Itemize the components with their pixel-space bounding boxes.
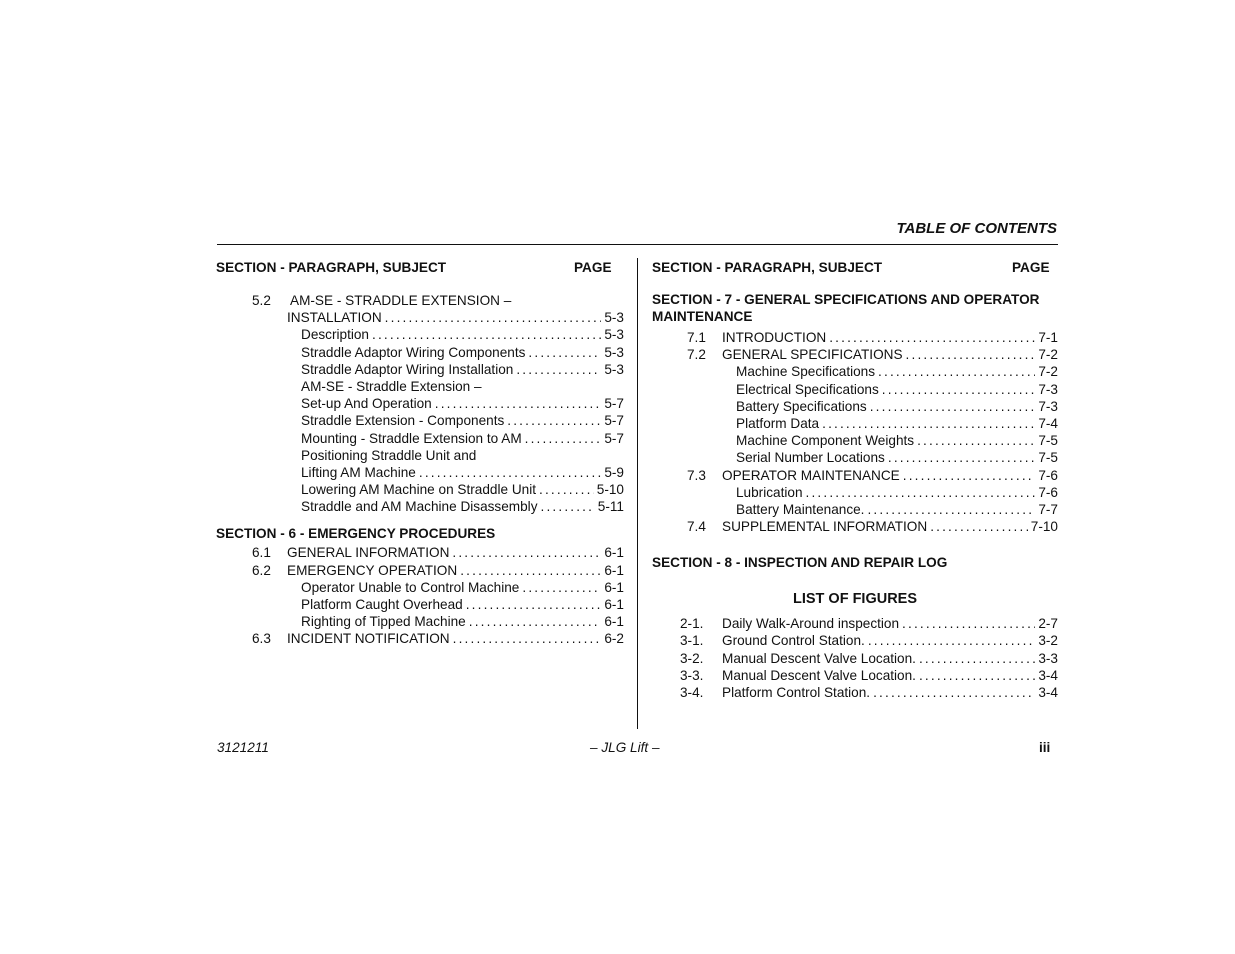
toc-entry[interactable] [216, 447, 624, 464]
entry-title: Mounting - Straddle Extension to AM [301, 430, 522, 446]
dot-leader [528, 344, 601, 361]
toc-entry[interactable] [652, 667, 1058, 684]
dot-leader [873, 684, 1035, 701]
entry-title: Battery Maintenance. [736, 501, 865, 517]
dot-leader [469, 613, 602, 630]
toc-entry[interactable] [216, 630, 624, 647]
entry-title: Battery Specifications [736, 398, 867, 414]
entry-page: 3-4 [1038, 685, 1058, 700]
dot-leader [372, 326, 601, 343]
entry-title: Positioning Straddle Unit and [301, 447, 477, 463]
entry-title: Ground Control Station. [722, 633, 865, 649]
entry-title: Lubrication [736, 484, 803, 500]
column-subject-heading: SECTION - PARAGRAPH, SUBJECT [652, 260, 883, 275]
entry-page: 7-5 [1038, 433, 1058, 449]
entry-number: 3-1. [680, 633, 704, 649]
toc-entry[interactable] [216, 464, 624, 481]
dot-leader [882, 381, 1036, 398]
entry-page: 5-10 [596, 482, 624, 498]
entry-page: 6-1 [604, 562, 624, 578]
top-rule [217, 244, 1058, 245]
entry-page: 5-11 [597, 499, 624, 515]
figures-entries [652, 615, 1058, 701]
entry-page: 7-1 [1038, 330, 1058, 345]
dot-leader [919, 667, 1035, 684]
entry-number: 6.2 [252, 562, 271, 578]
section-6-entries [216, 544, 624, 647]
dot-leader [870, 398, 1036, 415]
entry-title: AM-SE - STRADDLE EXTENSION – [290, 293, 512, 308]
dot-leader [525, 430, 602, 447]
entry-title: INTRODUCTION [722, 330, 827, 345]
dot-leader [522, 579, 601, 596]
entry-number: 2-1. [680, 616, 704, 632]
entry-number: 5.2 [252, 293, 271, 308]
entry-page: 5-3 [604, 344, 624, 360]
entry-title: Straddle Adaptor Wiring Installation [301, 361, 514, 377]
entry-title: Operator Unable to Control Machine [301, 579, 520, 595]
entry-page: 6-2 [604, 631, 624, 647]
dot-leader [917, 432, 1035, 449]
right-column [652, 258, 1058, 701]
entry-number: 6.1 [252, 545, 271, 561]
toc-entry[interactable] [652, 415, 1058, 432]
column-page-heading: PAGE [1012, 260, 1050, 275]
toc-entry[interactable] [652, 432, 1058, 449]
section-7-heading: SECTION - 7 - GENERAL SPECIFICATIONS AND OPERATOR MAINTENANCE [652, 292, 1040, 324]
left-column-header [216, 258, 624, 278]
dot-leader [829, 329, 1035, 346]
entry-title: Machine Specifications [736, 364, 876, 380]
dot-leader [435, 395, 602, 412]
dot-leader [507, 412, 601, 429]
page-number: iii [1039, 740, 1051, 755]
toc-entry[interactable] [216, 562, 624, 579]
entry-title: GENERAL INFORMATION [287, 545, 450, 561]
entry-page: 7-3 [1038, 381, 1058, 397]
toc-entry[interactable] [216, 344, 624, 361]
document-number: 3121211 [217, 740, 269, 755]
entry-title: INCIDENT NOTIFICATION [287, 631, 450, 647]
entry-page: 5-7 [604, 396, 624, 412]
footer-publisher: – JLG Lift – [590, 740, 660, 755]
entry-page: 7-3 [1038, 398, 1058, 414]
entry-page: 7-10 [1030, 519, 1058, 535]
toc-entry[interactable] [652, 363, 1058, 380]
entry-title: Electrical Specifications [736, 381, 879, 397]
entry-page: 7-5 [1038, 450, 1058, 466]
entry-title: GENERAL SPECIFICATIONS [722, 347, 903, 363]
entry-title: AM-SE - Straddle Extension – [301, 378, 482, 394]
entry-title: Straddle and AM Machine Disassembly [301, 499, 538, 515]
entry-page: 3-3 [1038, 650, 1058, 666]
toc-entry[interactable] [216, 579, 624, 596]
toc-entry[interactable] [216, 326, 624, 343]
column-page-heading: PAGE [574, 260, 612, 275]
entry-page: 5-7 [604, 413, 624, 429]
entry-page: 7-6 [1038, 484, 1058, 500]
entry-page: 6-1 [604, 614, 624, 630]
entry-page: 7-6 [1038, 467, 1058, 483]
toc-entry[interactable] [652, 615, 1058, 632]
entry-title: Machine Component Weights [736, 433, 915, 449]
entry-title: Lifting AM Machine [301, 464, 416, 480]
dot-leader [539, 481, 594, 498]
entry-title: Lowering AM Machine on Straddle Unit [301, 482, 536, 498]
toc-entry[interactable] [652, 650, 1058, 667]
entry-number: 7.4 [687, 519, 706, 535]
entry-page: 5-7 [604, 430, 624, 446]
toc-entry[interactable] [216, 498, 624, 515]
entry-page: 3-2 [1038, 633, 1058, 649]
toc-entry[interactable] [652, 484, 1058, 501]
toc-entry[interactable] [216, 309, 624, 326]
entry-page: 6-1 [604, 597, 624, 612]
toc-entry[interactable] [216, 544, 624, 561]
entry-number: 3-3. [680, 667, 704, 683]
entry-title: Righting of Tipped Machine [301, 614, 466, 630]
toc-entry[interactable] [652, 632, 1058, 649]
entry-title: Set-up And Operation [301, 396, 432, 412]
entry-title: Platform Data [736, 415, 820, 431]
entry-page: 6-1 [604, 579, 624, 595]
toc-entry[interactable] [216, 430, 624, 447]
entry-title: OPERATOR MAINTENANCE [722, 467, 900, 483]
section-6-heading: SECTION - 6 - EMERGENCY PROCEDURES [216, 526, 496, 542]
dot-leader [822, 415, 1035, 432]
dot-leader [806, 484, 1036, 501]
entry-page: 5-3 [604, 327, 624, 343]
entry-title: Straddle Extension - Components [301, 413, 505, 429]
entry-title: Daily Walk-Around inspection [722, 616, 900, 632]
entry-page: 3-4 [1038, 667, 1058, 683]
toc-entry[interactable] [216, 361, 624, 378]
entry-page: 7-2 [1038, 347, 1058, 363]
toc-entry[interactable] [652, 398, 1058, 415]
dot-leader [466, 596, 602, 613]
entry-page: 2-7 [1038, 616, 1058, 632]
dot-leader [888, 449, 1035, 466]
dot-leader [541, 498, 595, 515]
toc-entry[interactable] [216, 378, 624, 395]
dot-leader [903, 467, 1036, 484]
entry-title: Straddle Adaptor Wiring Components [301, 344, 526, 360]
toc-entry[interactable] [652, 684, 1058, 701]
dot-leader [452, 544, 601, 561]
dot-leader [906, 346, 1036, 363]
toc-entry[interactable] [216, 596, 624, 613]
entry-title: INSTALLATION [287, 310, 382, 326]
entry-title: Manual Descent Valve Location. [722, 667, 916, 683]
toc-title: TABLE OF CONTENTS [896, 220, 1057, 237]
toc-entry[interactable] [216, 412, 624, 429]
dot-leader [516, 361, 601, 378]
dot-leader [919, 650, 1035, 667]
dot-leader [878, 363, 1035, 380]
entry-title: Description [301, 327, 369, 343]
entry-page: 7-2 [1038, 364, 1058, 380]
dot-leader [930, 518, 1028, 535]
entry-page: 7-7 [1038, 501, 1058, 517]
column-divider [637, 258, 638, 729]
list-of-figures-title: LIST OF FIGURES [792, 591, 918, 608]
toc-entry[interactable] [652, 501, 1058, 518]
entry-number: 3-2. [680, 650, 704, 666]
entry-title: EMERGENCY OPERATION [287, 562, 458, 578]
entry-number: 7.2 [687, 347, 706, 363]
toc-entry[interactable] [216, 292, 624, 309]
toc-entry[interactable] [652, 329, 1058, 346]
toc-entry[interactable] [652, 346, 1058, 363]
toc-entry[interactable] [216, 481, 624, 498]
entry-number: 7.3 [687, 467, 706, 483]
entry-page: 5-3 [604, 361, 624, 377]
dot-leader [453, 630, 602, 647]
entry-title: Serial Number Locations [736, 450, 885, 466]
entry-page: 6-1 [604, 545, 624, 561]
dot-leader [460, 562, 601, 579]
dot-leader [868, 632, 1036, 649]
section-7-entries [652, 329, 1058, 535]
entry-page: 5-3 [604, 310, 624, 326]
entry-title: SUPPLEMENTAL INFORMATION [722, 519, 928, 535]
toc-entry[interactable] [652, 381, 1058, 398]
entry-number: 7.1 [687, 330, 706, 345]
toc-entry[interactable] [652, 449, 1058, 466]
dot-leader [385, 309, 602, 326]
section-8-heading: SECTION - 8 - INSPECTION AND REPAIR LOG [652, 555, 948, 571]
toc-entry[interactable] [652, 518, 1058, 535]
entry-title: Platform Control Station. [722, 685, 871, 700]
entry-number: 3-4. [680, 685, 704, 700]
entry-title: Manual Descent Valve Location. [722, 650, 916, 666]
entry-number: 6.3 [252, 631, 271, 647]
dot-leader [867, 501, 1035, 518]
column-subject-heading: SECTION - PARAGRAPH, SUBJECT [216, 260, 447, 275]
entry-page: 5-9 [604, 464, 624, 480]
entry-page: 7-4 [1038, 415, 1058, 431]
right-column-header [652, 258, 1058, 278]
left-column [216, 258, 624, 648]
toc-entry[interactable] [216, 613, 624, 630]
toc-entry[interactable] [652, 467, 1058, 484]
toc-entry[interactable] [216, 395, 624, 412]
entry-title: Platform Caught Overhead [301, 597, 463, 612]
dot-leader [419, 464, 601, 481]
dot-leader [902, 615, 1035, 632]
section-5-entries [216, 292, 624, 515]
